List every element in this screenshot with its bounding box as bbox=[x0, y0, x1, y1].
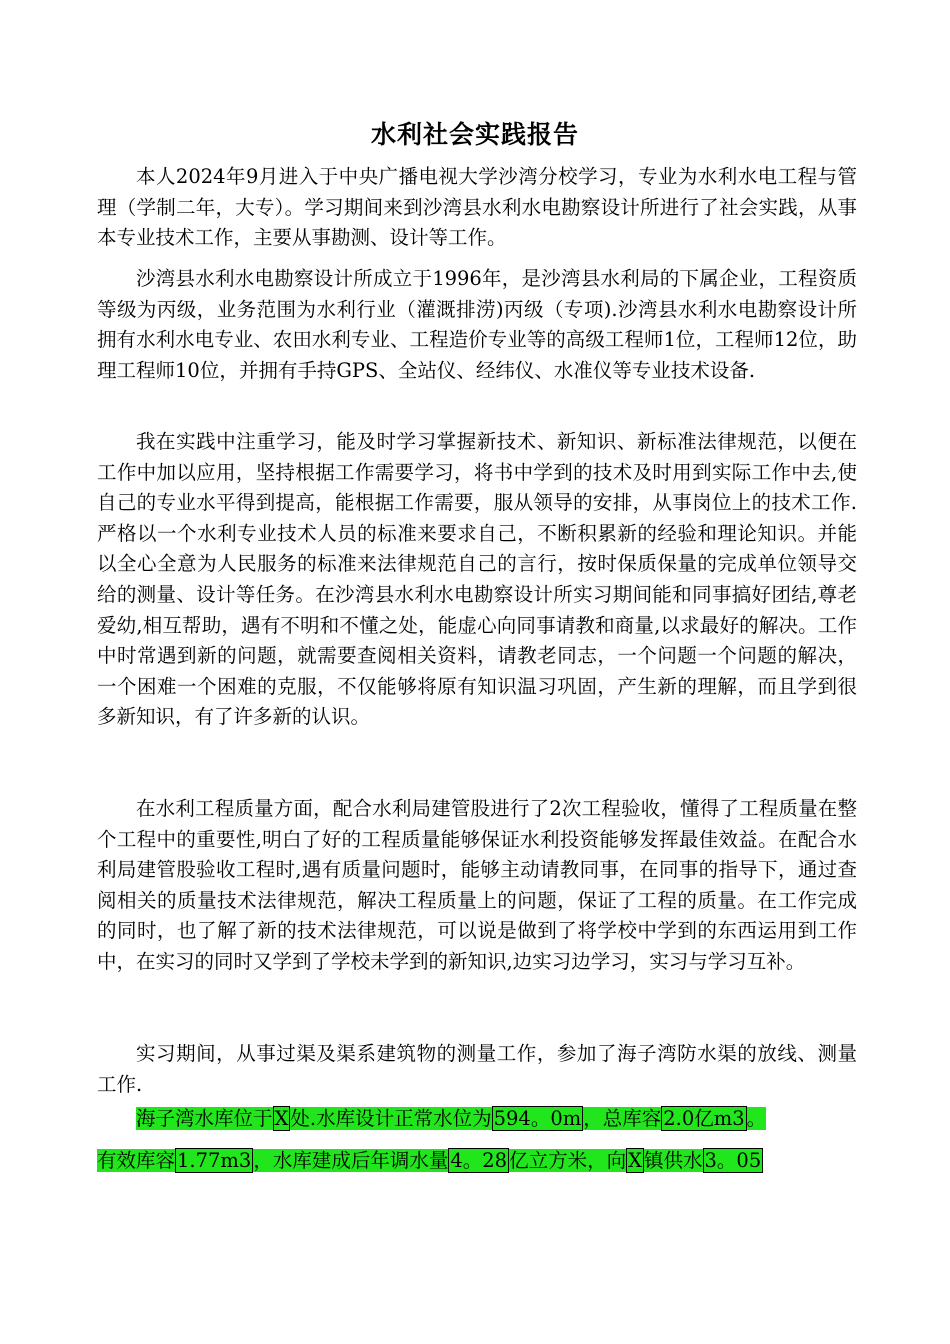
highlighted-line-2 bbox=[97, 1146, 857, 1176]
form-field: 594。0m bbox=[493, 1107, 582, 1130]
form-field: X bbox=[628, 1149, 642, 1172]
form-field: 4。28 bbox=[450, 1149, 508, 1172]
form-field: X bbox=[274, 1107, 289, 1130]
highlighted-text: 亿立方米，向 bbox=[509, 1149, 627, 1172]
highlighted-text: ，总库容 bbox=[583, 1107, 662, 1130]
form-field: 1.77m3 bbox=[177, 1149, 252, 1172]
highlighted-text: 。 bbox=[746, 1107, 767, 1130]
paragraph-practice: 我在实践中注重学习，能及时学习掌握新技术、新知识、新标准法律规范，以便在工作中加以应用，坚持根据工作需要学习，将书中学到的技术及时用到实际工作中去,使自己的专业水平得到提高，能根据工作需要，服从领导的安排，从事岗位上的技术工作.严格以一个水利专业技术人员的标准来要求自己，不断积累新的经验和理论知识。并能以全心全意为人民服务的标准来法律规范自己的言行，按时保质保量的完成单位领导交给的测量、设计等任务。在沙湾县水利水电勘察设计所实习期间能和同事搞好团结,尊老爱幼,相互帮助，遇有不明和不懂之处，能虚心向同事请教和商量,以求最好的解决。工作中时常遇到新的问题，就需要查阅相关资料，请教老同志，一个问题一个问题的解决，一个困难一个困难的克服，不仅能够将原有知识温习巩固，产生新的理解，而且学到很多新知识，有了许多新的认识。 bbox=[97, 430, 857, 729]
form-field: 2.0亿m3 bbox=[663, 1107, 745, 1130]
highlighted-text: 有效库容 bbox=[97, 1149, 176, 1172]
form-field: 3。05 bbox=[704, 1149, 762, 1172]
highlighted-text: 镇供水 bbox=[644, 1149, 703, 1172]
paragraph-intro: 本人2024年9月进入于中央广播电视大学沙湾分校学习，专业为水利水电工程与管理（学制二年，大专）。学习期间来到沙湾县水利水电勘察设计所进行了社会实践，从事本专业技术工作，主要从事勘测、设计等工作。 bbox=[97, 165, 857, 250]
paragraph-institute: 沙湾县水利水电勘察设计所成立于1996年，是沙湾县水利局的下属企业，工程资质等级为丙级，业务范围为水利行业（灌溉排涝)丙级（专项).沙湾县水利水电勘察设计所拥有水利水电专业、农田水利专业、工程造价专业等的高级工程师1位，工程师12位，助理工程师10位，并拥有手持GPS、全站仪、经纬仪、水准仪等专业技术设备. bbox=[97, 267, 857, 382]
highlighted-line-1 bbox=[97, 1104, 857, 1134]
highlighted-text: ，水库建成后年调水量 bbox=[253, 1149, 449, 1172]
document-title: 水利社会实践报告 bbox=[370, 120, 579, 149]
highlighted-text: 处.水库设计正常水位为 bbox=[290, 1107, 492, 1130]
paragraph-quality: 在水利工程质量方面，配合水利局建管股进行了2次工程验收，懂得了工程质量在整个工程中的重要性,明白了好的工程质量能够保证水利投资能够发挥最佳效益。在配合水利局建管股验收工程时,遇有质量问题时，能够主动请教同事，在同事的指导下，通过查阅相关的质量技术法律规范，解决工程质量上的问题，保证了工程的质量。在工作完成的同时，也了解了新的技术法律规范，可以说是做到了将学校中学到的东西运用到工作中，在实习的同时又学到了学校未学到的新知识,边实习边学习，实习与学习互补。 bbox=[97, 797, 857, 973]
highlighted-text: 海子湾水库位于 bbox=[136, 1107, 273, 1130]
paragraph-survey: 实习期间，从事过渠及渠系建筑物的测量工作，参加了海子湾防水渠的放线、测量工作. bbox=[97, 1042, 857, 1096]
